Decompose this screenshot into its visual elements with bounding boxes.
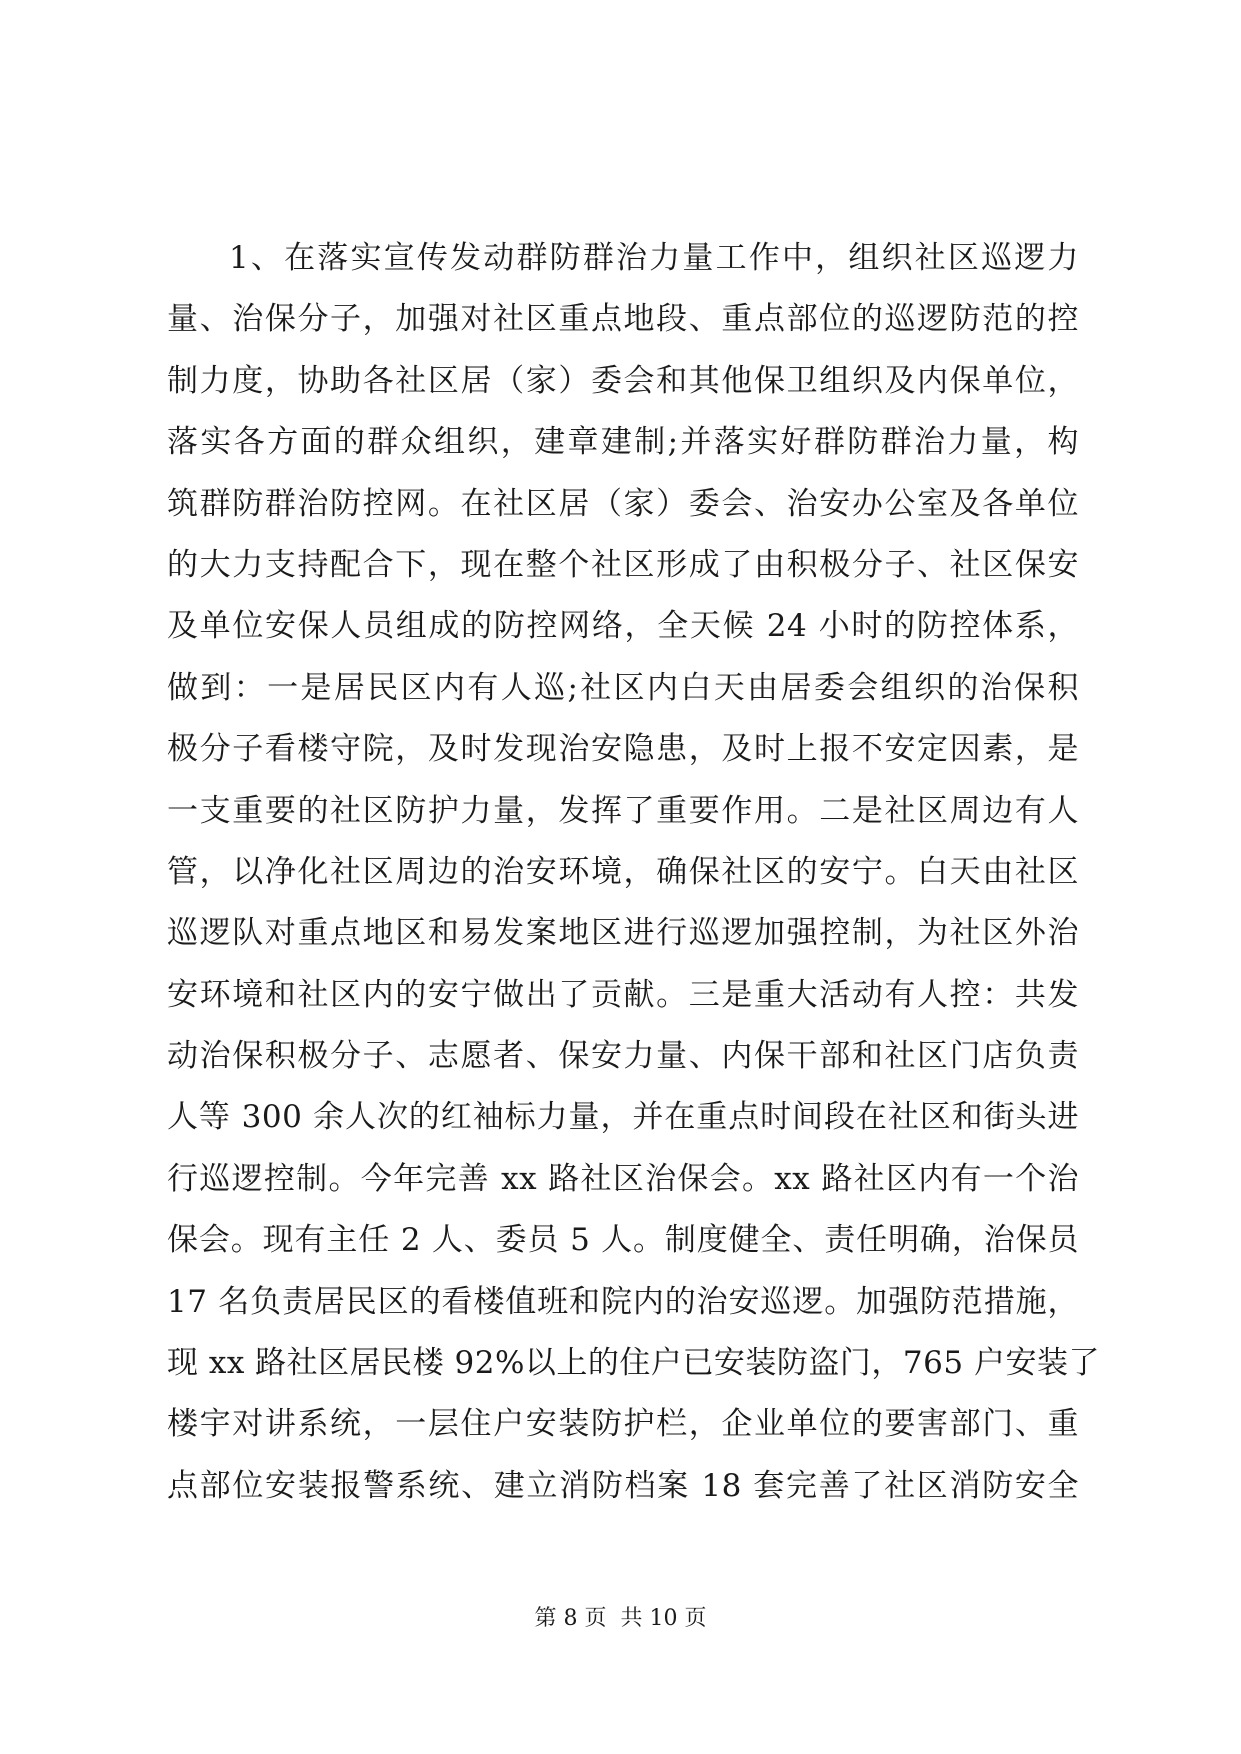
paragraph-line: 做到：一是居民区内有人巡;社区内白天由居委会组织的治保积 (167, 669, 1079, 706)
paragraph-line: 巡逻队对重点地区和易发案地区进行巡逻加强控制，为社区外治 (167, 915, 1079, 952)
paragraph-line: 点部位安装报警系统、建立消防档案 18 套完善了社区消防安全 (167, 1467, 1079, 1504)
paragraph-line: 17 名负责居民区的看楼值班和院内的治安巡逻。加强防范措施， (167, 1283, 1079, 1320)
page-number-label: 第 8 页 共 10 页 (534, 1606, 707, 1631)
paragraph-line: 的大力支持配合下，现在整个社区形成了由积极分子、社区保安 (167, 546, 1079, 583)
paragraph-line: 安环境和社区内的安宁做出了贡献。三是重大活动有人控：共发 (167, 976, 1079, 1013)
paragraph-line: 现 xx 路社区居民楼 92%以上的住户已安装防盗门，765 户安装了 (167, 1345, 1100, 1382)
paragraph-line: 极分子看楼守院，及时发现治安隐患，及时上报不安定因素，是 (167, 731, 1079, 768)
paragraph-line: 行巡逻控制。今年完善 xx 路社区治保会。xx 路社区内有一个治 (167, 1160, 1079, 1197)
paragraph-line: 动治保积极分子、志愿者、保安力量、内保干部和社区门店负责 (167, 1038, 1079, 1075)
paragraph-line: 楼宇对讲系统，一层住户安装防护栏，企业单位的要害部门、重 (167, 1406, 1079, 1443)
paragraph-line: 管，以净化社区周边的治安环境，确保社区的安宁。白天由社区 (167, 853, 1079, 890)
body-paragraph (167, 228, 1100, 1517)
paragraph-line: 量、治保分子，加强对社区重点地段、重点部位的巡逻防范的控 (167, 301, 1079, 338)
paragraph-line: 1、在落实宣传发动群防群治力量工作中，组织社区巡逻力 (229, 240, 1079, 276)
paragraph-line: 落实各方面的群众组织，建章建制;并落实好群防群治力量，构 (167, 424, 1079, 461)
paragraph-line: 人等 300 余人次的红袖标力量，并在重点时间段在社区和街头进 (167, 1099, 1079, 1136)
paragraph-line: 及单位安保人员组成的防控网络，全天候 24 小时的防控体系， (167, 608, 1079, 645)
paragraph-line: 保会。现有主任 2 人、委员 5 人。制度健全、责任明确，治保员 (167, 1222, 1079, 1259)
paragraph-line: 筑群防群治防控网。在社区居（家）委会、治安办公室及各单位 (167, 485, 1079, 522)
page-footer (0, 1604, 1241, 1634)
paragraph-line: 一支重要的社区防护力量，发挥了重要作用。二是社区周边有人 (167, 792, 1079, 829)
paragraph-line: 制力度，协助各社区居（家）委会和其他保卫组织及内保单位， (167, 362, 1079, 399)
